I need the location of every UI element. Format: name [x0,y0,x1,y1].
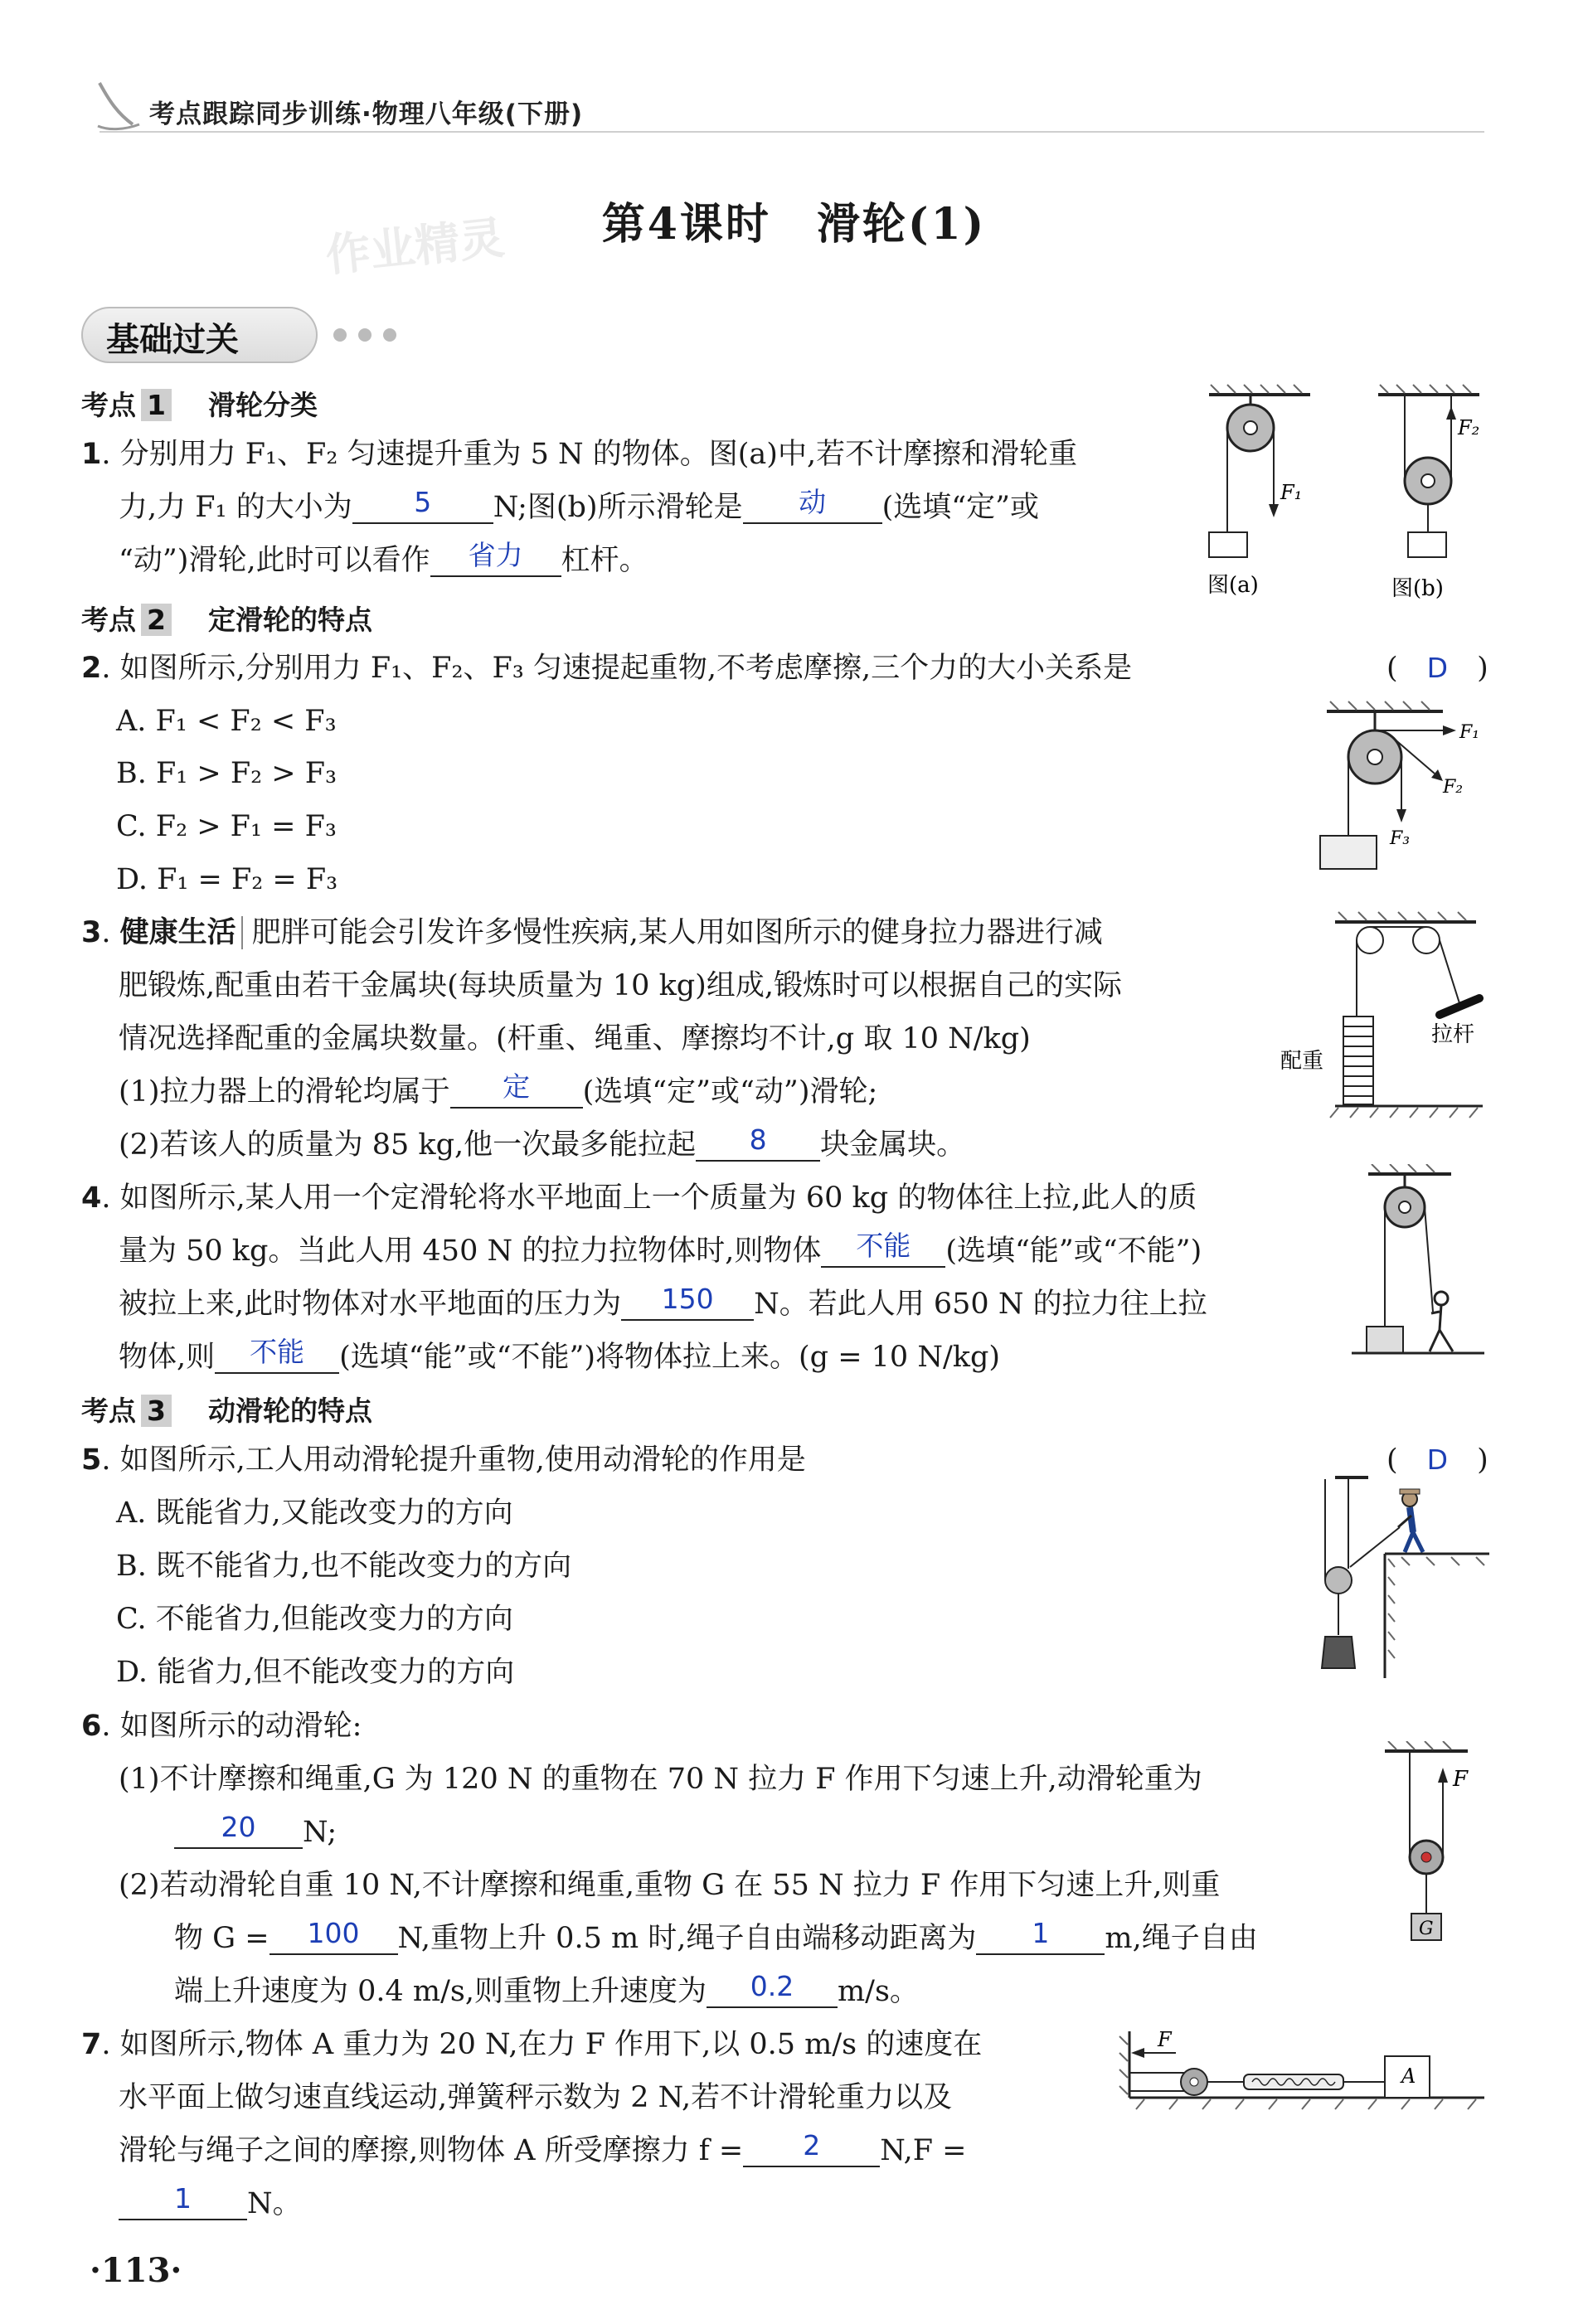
q4-line3: 被拉上来,此时物体对水平地面的压力为 150 N。若此人用 650 N 的拉力往上拉 [119,1283,1207,1321]
spring-scale [1244,2074,1343,2089]
q3-line2: 肥锻炼,配重由若干金属块(每块质量为 10 kg)组成,锻炼时可以根据自己的实际 [119,969,1122,1002]
kaodian-3: 考点 3 动滑轮的特点 [81,1395,372,1427]
q6-answer-1: 20 [221,1811,256,1843]
q2-option-a: A. F₁ < F₂ < F₃ [116,705,337,738]
watermark: 作业精灵 [323,211,507,283]
q4-answer-2: 150 [661,1283,714,1315]
q7-line1: 7. 如图所示,物体 A 重力为 20 N,在力 F 作用下,以 0.5 m/s 的速度在 [81,2028,983,2061]
q3-label-bar: 拉杆 [1431,1022,1475,1047]
q6-part2-line2: 物 G = 100 N,重物上升 0.5 m 时,绳子自由端移动距离为 1 m,绳子自由 [174,1917,1258,1955]
q2-force-f1: F₁ [1459,722,1480,743]
q4-figure [1343,1164,1493,1363]
page-number: ·113· [90,2251,182,2290]
person-icon [1430,1292,1453,1351]
q1-line2: 力,力 F₁ 的大小为 5 N;图(b)所示滑轮是 动 (选填“定”或 [119,486,1040,524]
q1-force-f2: F₂ [1458,416,1480,439]
q3-tag: 健康生活 [120,916,243,949]
q1-force-f1: F₁ [1280,481,1303,504]
q5-option-d: D. 能省力,但不能改变力的方向 [116,1656,515,1689]
q3-answer-1: 定 [503,1070,531,1103]
q1-line1: 1. 分别用力 F₁、F₂ 匀速提升重为 5 N 的物体。图(a)中,若不计摩擦和滑轮重 [81,438,1078,471]
q5-stem: 5. 如图所示,工人用动滑轮提升重物,使用动滑轮的作用是 [81,1443,806,1477]
q5-option-b: B. 既不能省力,也不能改变力的方向 [116,1550,572,1583]
q6-answer-3: 1 [1032,1917,1050,1949]
q7-line4: 1 N。 [119,2187,302,2220]
q2-option-c: C. F₂ > F₁ = F₃ [116,810,337,843]
header-series-title: 考点跟踪同步训练·物理八年级(下册) [149,99,584,129]
q5-answer-box: ( D ) [1386,1443,1488,1477]
q6-part1: (1)不计摩擦和绳重,G 为 120 N 的重物在 70 N 拉力 F 作用下匀速上升,动滑轮重为 [119,1763,1202,1796]
q7-answer-2: 1 [174,2182,192,2215]
q6-part2: (2)若动滑轮自重 10 N,不计摩擦和绳重,重物 G 在 55 N 拉力 F 作用下匀速上升,则重 [119,1869,1221,1902]
worker-icon [1398,1489,1423,1552]
q6-label-f: F [1453,1767,1469,1792]
page-title: 第4课时 滑轮(1) [601,199,987,250]
q4-answer-3: 不能 [250,1336,305,1368]
q5-option-c: C. 不能省力,但能改变力的方向 [116,1603,513,1636]
q7-label-a: A [1401,2064,1416,2088]
q2-figure [1310,695,1493,877]
section-label: 基础过关 [106,321,239,359]
q7-line2: 水平面上做匀速直线运动,弹簧秤示数为 2 N,若不计滑轮重力以及 [119,2081,953,2114]
q2-option-d: D. F₁ = F₂ = F₃ [116,863,338,896]
section-dots [333,328,408,345]
q4-line1: 4. 如图所示,某人用一个定滑轮将水平地面上一个质量为 60 kg 的物体往上拉,此人的质 [81,1181,1197,1215]
q1-answer-2: 动 [799,486,827,518]
q1-caption-b: 图(b) [1391,576,1444,601]
q6-stem: 6. 如图所示的动滑轮: [81,1710,362,1743]
q2-force-f2: F₂ [1443,777,1464,798]
q7-label-f: F [1158,2028,1172,2051]
q2-stem: 2. 如图所示,分别用力 F₁、F₂、F₃ 匀速提起重物,不考虑摩擦,三个力的大小关系是 [81,652,1133,685]
q3-line3: 情况选择配重的金属块数量。(杆重、绳重、摩擦均不计,g 取 10 N/kg) [119,1022,1031,1055]
q2-force-f3: F₃ [1390,828,1411,849]
q6-answer-4: 0.2 [750,1970,794,2002]
q6-label-g: G [1419,1919,1434,1939]
q6-part1-answer: 20 N; [174,1816,337,1849]
q6-answer-2: 100 [307,1917,360,1949]
q5-option-a: A. 既能省力,又能改变力的方向 [116,1497,513,1530]
q1-figure [1194,383,1484,615]
q3-weight-stack [1343,1016,1373,1104]
header-divider [100,131,1484,133]
q3-answer-2: 8 [749,1123,767,1156]
kaodian-2: 考点 2 定滑轮的特点 [81,604,372,636]
q3-part2: (2)若该人的质量为 85 kg,他一次最多能拉起 8 块金属块。 [119,1123,966,1162]
q7-line3: 滑轮与绳子之间的摩擦,则物体 A 所受摩擦力 f = 2 N,F = [119,2129,967,2167]
q3-label-weight: 配重 [1280,1049,1324,1074]
q6-part2-line3: 端上升速度为 0.4 m/s,则重物上升速度为 0.2 m/s。 [174,1970,919,2008]
q1-line3: “动”)滑轮,此时可以看作 省力 杠杆。 [119,539,648,577]
q7-answer-1: 2 [803,2129,821,2161]
q1-answer-1: 5 [414,486,432,518]
q7-figure [1111,2023,1493,2123]
q2-option-b: B. F₁ > F₂ > F₃ [116,757,338,790]
q1-answer-3: 省力 [468,539,523,571]
q4-line2: 量为 50 kg。当此人用 450 N 的拉力拉物体时,则物体 不能 (选填“能”或“不能”) [119,1230,1202,1268]
q5-figure [1302,1469,1493,1685]
q4-line4: 物体,则 不能 (选填“能”或“不能”)将物体拉上来。(g = 10 N/kg) [119,1336,1001,1374]
q1-caption-a: 图(a) [1207,573,1259,598]
kaodian-1: 考点 1 滑轮分类 [81,389,318,421]
q3-part1: (1)拉力器上的滑轮均属于 定 (选填“定”或“动”)滑轮; [119,1070,878,1109]
q2-answer-box: ( D ) [1386,652,1488,685]
q6-figure [1377,1741,1476,1948]
quill-icon [93,76,143,134]
q3-figure [1277,910,1493,1126]
q3-line1: 3. 健康生活 肥胖可能会引发许多慢性疾病,某人用如图所示的健身拉力器进行减 [81,916,1103,949]
q4-answer-1: 不能 [856,1230,911,1262]
